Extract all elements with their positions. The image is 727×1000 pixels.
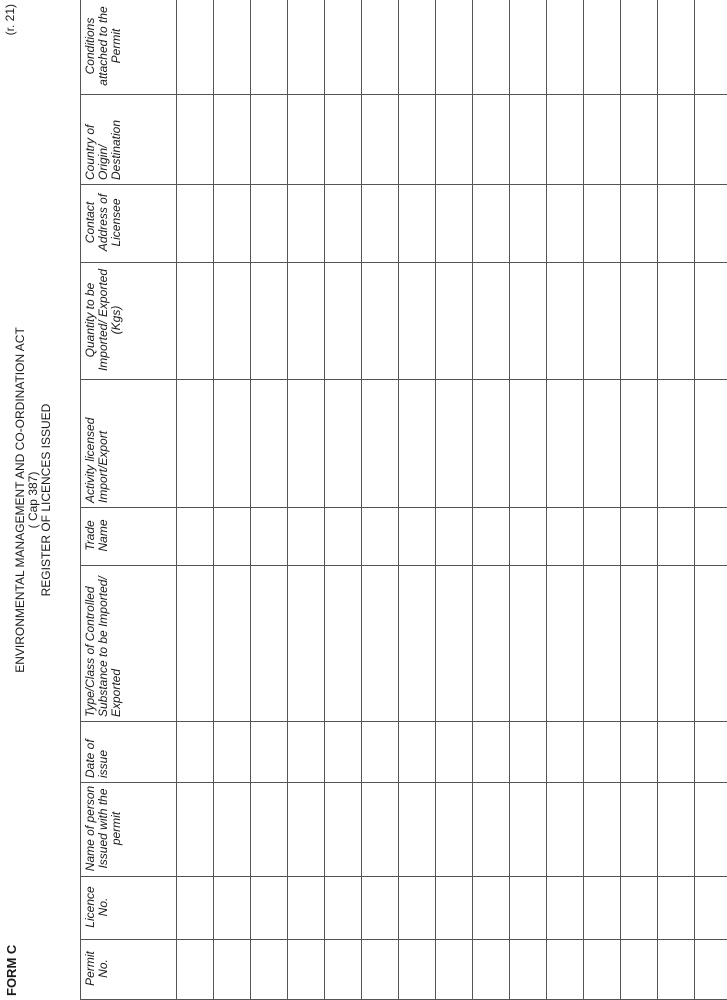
- table-cell: [621, 380, 658, 508]
- table-row: [288, 0, 325, 1000]
- table-cell: [177, 95, 214, 185]
- table-cell: [288, 508, 325, 566]
- table-cell: [399, 263, 436, 380]
- table-cell: [325, 263, 362, 380]
- table-cell: [695, 263, 727, 380]
- table-cell: [325, 722, 362, 783]
- table-row: [584, 0, 621, 1000]
- table-cell: [621, 263, 658, 380]
- table-cell: [362, 940, 399, 1000]
- table-cell: [436, 95, 473, 185]
- table-row: [362, 0, 399, 1000]
- table-cell: [399, 508, 436, 566]
- table-cell: [473, 95, 510, 185]
- table-cell: [436, 566, 473, 722]
- table-cell: [177, 263, 214, 380]
- table-cell: [658, 263, 695, 380]
- table-cell: [584, 185, 621, 263]
- table-cell: [621, 566, 658, 722]
- table-cell: [214, 380, 251, 508]
- table-cell: [510, 380, 547, 508]
- table-cell: [547, 877, 584, 940]
- table-cell: [288, 940, 325, 1000]
- table-cell: [547, 95, 584, 185]
- table-cell: [436, 0, 473, 95]
- table-row: [436, 0, 473, 1000]
- table-cell: [214, 263, 251, 380]
- table-cell: [177, 380, 214, 508]
- table-cell: [584, 508, 621, 566]
- table-cell: [251, 95, 288, 185]
- table-cell: [325, 185, 362, 263]
- table-cell: [621, 783, 658, 877]
- table-cell: [695, 95, 727, 185]
- table-cell: [473, 722, 510, 783]
- table-cell: [621, 0, 658, 95]
- table-cell: [658, 783, 695, 877]
- table-cell: [658, 877, 695, 940]
- table-cell: [399, 95, 436, 185]
- table-cell: [436, 185, 473, 263]
- table-cell: [436, 940, 473, 1000]
- table-cell: [177, 566, 214, 722]
- table-cell: [399, 0, 436, 95]
- table-cell: [251, 783, 288, 877]
- table-cell: [214, 508, 251, 566]
- table-cell: [251, 566, 288, 722]
- table-cell: [399, 877, 436, 940]
- table-cell: [362, 566, 399, 722]
- table-row: [658, 0, 695, 1000]
- table-cell: [510, 566, 547, 722]
- table-cell: [362, 0, 399, 95]
- table-cell: [288, 0, 325, 95]
- table-cell: [547, 722, 584, 783]
- table-cell: [325, 508, 362, 566]
- table-cell: [177, 0, 214, 95]
- table-row: [399, 0, 436, 1000]
- table-cell: [288, 263, 325, 380]
- table-cell: [214, 940, 251, 1000]
- table-cell: [325, 877, 362, 940]
- table-cell: [177, 783, 214, 877]
- table-cell: [362, 783, 399, 877]
- table-cell: [695, 722, 727, 783]
- table-cell: [621, 940, 658, 1000]
- table-cell: [510, 783, 547, 877]
- table-cell: [214, 722, 251, 783]
- col-activity-licensed: Activity licensed Import/Export: [81, 380, 177, 508]
- table-cell: [658, 95, 695, 185]
- table-cell: [436, 263, 473, 380]
- table-cell: [436, 783, 473, 877]
- table-row: [251, 0, 288, 1000]
- table-cell: [695, 566, 727, 722]
- table-cell: [214, 185, 251, 263]
- table-cell: [399, 380, 436, 508]
- table-cell: [547, 185, 584, 263]
- table-row: [510, 0, 547, 1000]
- table-cell: [473, 940, 510, 1000]
- col-conditions: Conditions attached to the Permit: [81, 0, 177, 95]
- table-cell: [251, 0, 288, 95]
- col-contact-address: Contact Address of Licensee: [81, 185, 177, 263]
- table-cell: [584, 95, 621, 185]
- table-cell: [251, 722, 288, 783]
- table-cell: [251, 380, 288, 508]
- table-cell: [658, 185, 695, 263]
- table-cell: [584, 566, 621, 722]
- table-cell: [473, 185, 510, 263]
- table-cell: [399, 722, 436, 783]
- register-title: REGISTER OF LICENCES ISSUED: [39, 403, 53, 597]
- table-cell: [658, 0, 695, 95]
- col-licence-no: Licence No.: [81, 877, 177, 940]
- table-cell: [436, 380, 473, 508]
- table-cell: [325, 940, 362, 1000]
- table-cell: [547, 263, 584, 380]
- table-cell: [584, 0, 621, 95]
- table-cell: [695, 185, 727, 263]
- table-cell: [288, 185, 325, 263]
- table-cell: [473, 380, 510, 508]
- table-cell: [362, 263, 399, 380]
- table-cell: [658, 508, 695, 566]
- table-cell: [399, 566, 436, 722]
- table-cell: [658, 566, 695, 722]
- table-cell: [362, 95, 399, 185]
- table-cell: [547, 380, 584, 508]
- table-cell: [362, 722, 399, 783]
- form-label: FORM C: [4, 944, 19, 996]
- table-cell: [510, 722, 547, 783]
- table-cell: [658, 380, 695, 508]
- col-name-of-person: Name of person Issued with the permit: [81, 783, 177, 877]
- table-cell: [214, 877, 251, 940]
- col-trade-name: Trade Name: [81, 508, 177, 566]
- table-row: [473, 0, 510, 1000]
- table-cell: [510, 877, 547, 940]
- table-cell: [399, 940, 436, 1000]
- table-row: [695, 0, 727, 1000]
- table-cell: [288, 566, 325, 722]
- table-cell: [177, 508, 214, 566]
- act-title: ENVIRONMENTAL MANAGEMENT AND CO-ORDINATION ACT: [13, 327, 27, 673]
- table-cell: [399, 185, 436, 263]
- table-cell: [214, 95, 251, 185]
- table-cell: [621, 722, 658, 783]
- table-row: [547, 0, 584, 1000]
- table-cell: [547, 566, 584, 722]
- table-cell: [510, 508, 547, 566]
- table-cell: [695, 877, 727, 940]
- table-cell: [325, 380, 362, 508]
- table-cell: [288, 877, 325, 940]
- table-cell: [473, 0, 510, 95]
- table-cell: [177, 940, 214, 1000]
- table-cell: [510, 940, 547, 1000]
- table-cell: [473, 566, 510, 722]
- col-substance-type: Type/Class of Controlled Substance to be Imported/ Exported: [81, 566, 177, 722]
- table-cell: [695, 940, 727, 1000]
- rule-reference: (r. 21): [3, 4, 17, 36]
- col-permit-no: Permit No.: [81, 940, 177, 1000]
- table-row: [214, 0, 251, 1000]
- title-block: [14, 0, 53, 1000]
- table-cell: [325, 783, 362, 877]
- table-cell: [658, 940, 695, 1000]
- table-cell: [177, 185, 214, 263]
- table-cell: [621, 877, 658, 940]
- table-row: [177, 0, 214, 1000]
- table-cell: [177, 877, 214, 940]
- table-cell: [399, 783, 436, 877]
- table-cell: [473, 783, 510, 877]
- table-cell: [288, 783, 325, 877]
- table-row: [325, 0, 362, 1000]
- col-date-of-issue: Date of issue: [81, 722, 177, 783]
- table-row: [621, 0, 658, 1000]
- table-cell: [584, 722, 621, 783]
- table-cell: [325, 95, 362, 185]
- header-row: [81, 0, 177, 1000]
- table-cell: [621, 95, 658, 185]
- table-cell: [621, 508, 658, 566]
- table-cell: [473, 877, 510, 940]
- table-cell: [473, 508, 510, 566]
- table-cell: [547, 940, 584, 1000]
- table-cell: [695, 783, 727, 877]
- table-cell: [362, 185, 399, 263]
- table-cell: [621, 185, 658, 263]
- table-cell: [510, 185, 547, 263]
- table-cell: [251, 263, 288, 380]
- table-cell: [658, 722, 695, 783]
- table-cell: [547, 0, 584, 95]
- cap-number: ( Cap 387): [26, 471, 40, 529]
- table-cell: [251, 508, 288, 566]
- table-cell: [510, 0, 547, 95]
- table-cell: [251, 940, 288, 1000]
- table-cell: [325, 566, 362, 722]
- register-body: [177, 0, 727, 1000]
- table-cell: [251, 877, 288, 940]
- col-country: Country of Origin/ Destination: [81, 95, 177, 185]
- table-cell: [362, 877, 399, 940]
- table-cell: [547, 508, 584, 566]
- table-cell: [584, 380, 621, 508]
- table-cell: [510, 95, 547, 185]
- table-cell: [288, 380, 325, 508]
- table-cell: [584, 783, 621, 877]
- table-cell: [436, 722, 473, 783]
- table-cell: [288, 722, 325, 783]
- table-cell: [584, 877, 621, 940]
- table-cell: [547, 783, 584, 877]
- table-cell: [584, 940, 621, 1000]
- table-cell: [695, 0, 727, 95]
- table-cell: [695, 508, 727, 566]
- licences-register-table: [80, 0, 727, 1000]
- table-cell: [177, 722, 214, 783]
- table-cell: [288, 95, 325, 185]
- table-cell: [510, 263, 547, 380]
- table-cell: [584, 263, 621, 380]
- table-cell: [214, 566, 251, 722]
- table-cell: [473, 263, 510, 380]
- table-cell: [436, 877, 473, 940]
- table-cell: [325, 0, 362, 95]
- col-quantity: Quantity to be Imported/ Exported (Kgs): [81, 263, 177, 380]
- table-cell: [436, 508, 473, 566]
- table-cell: [214, 0, 251, 95]
- table-cell: [362, 380, 399, 508]
- table-cell: [362, 508, 399, 566]
- table-cell: [214, 783, 251, 877]
- table-cell: [695, 380, 727, 508]
- table-cell: [251, 185, 288, 263]
